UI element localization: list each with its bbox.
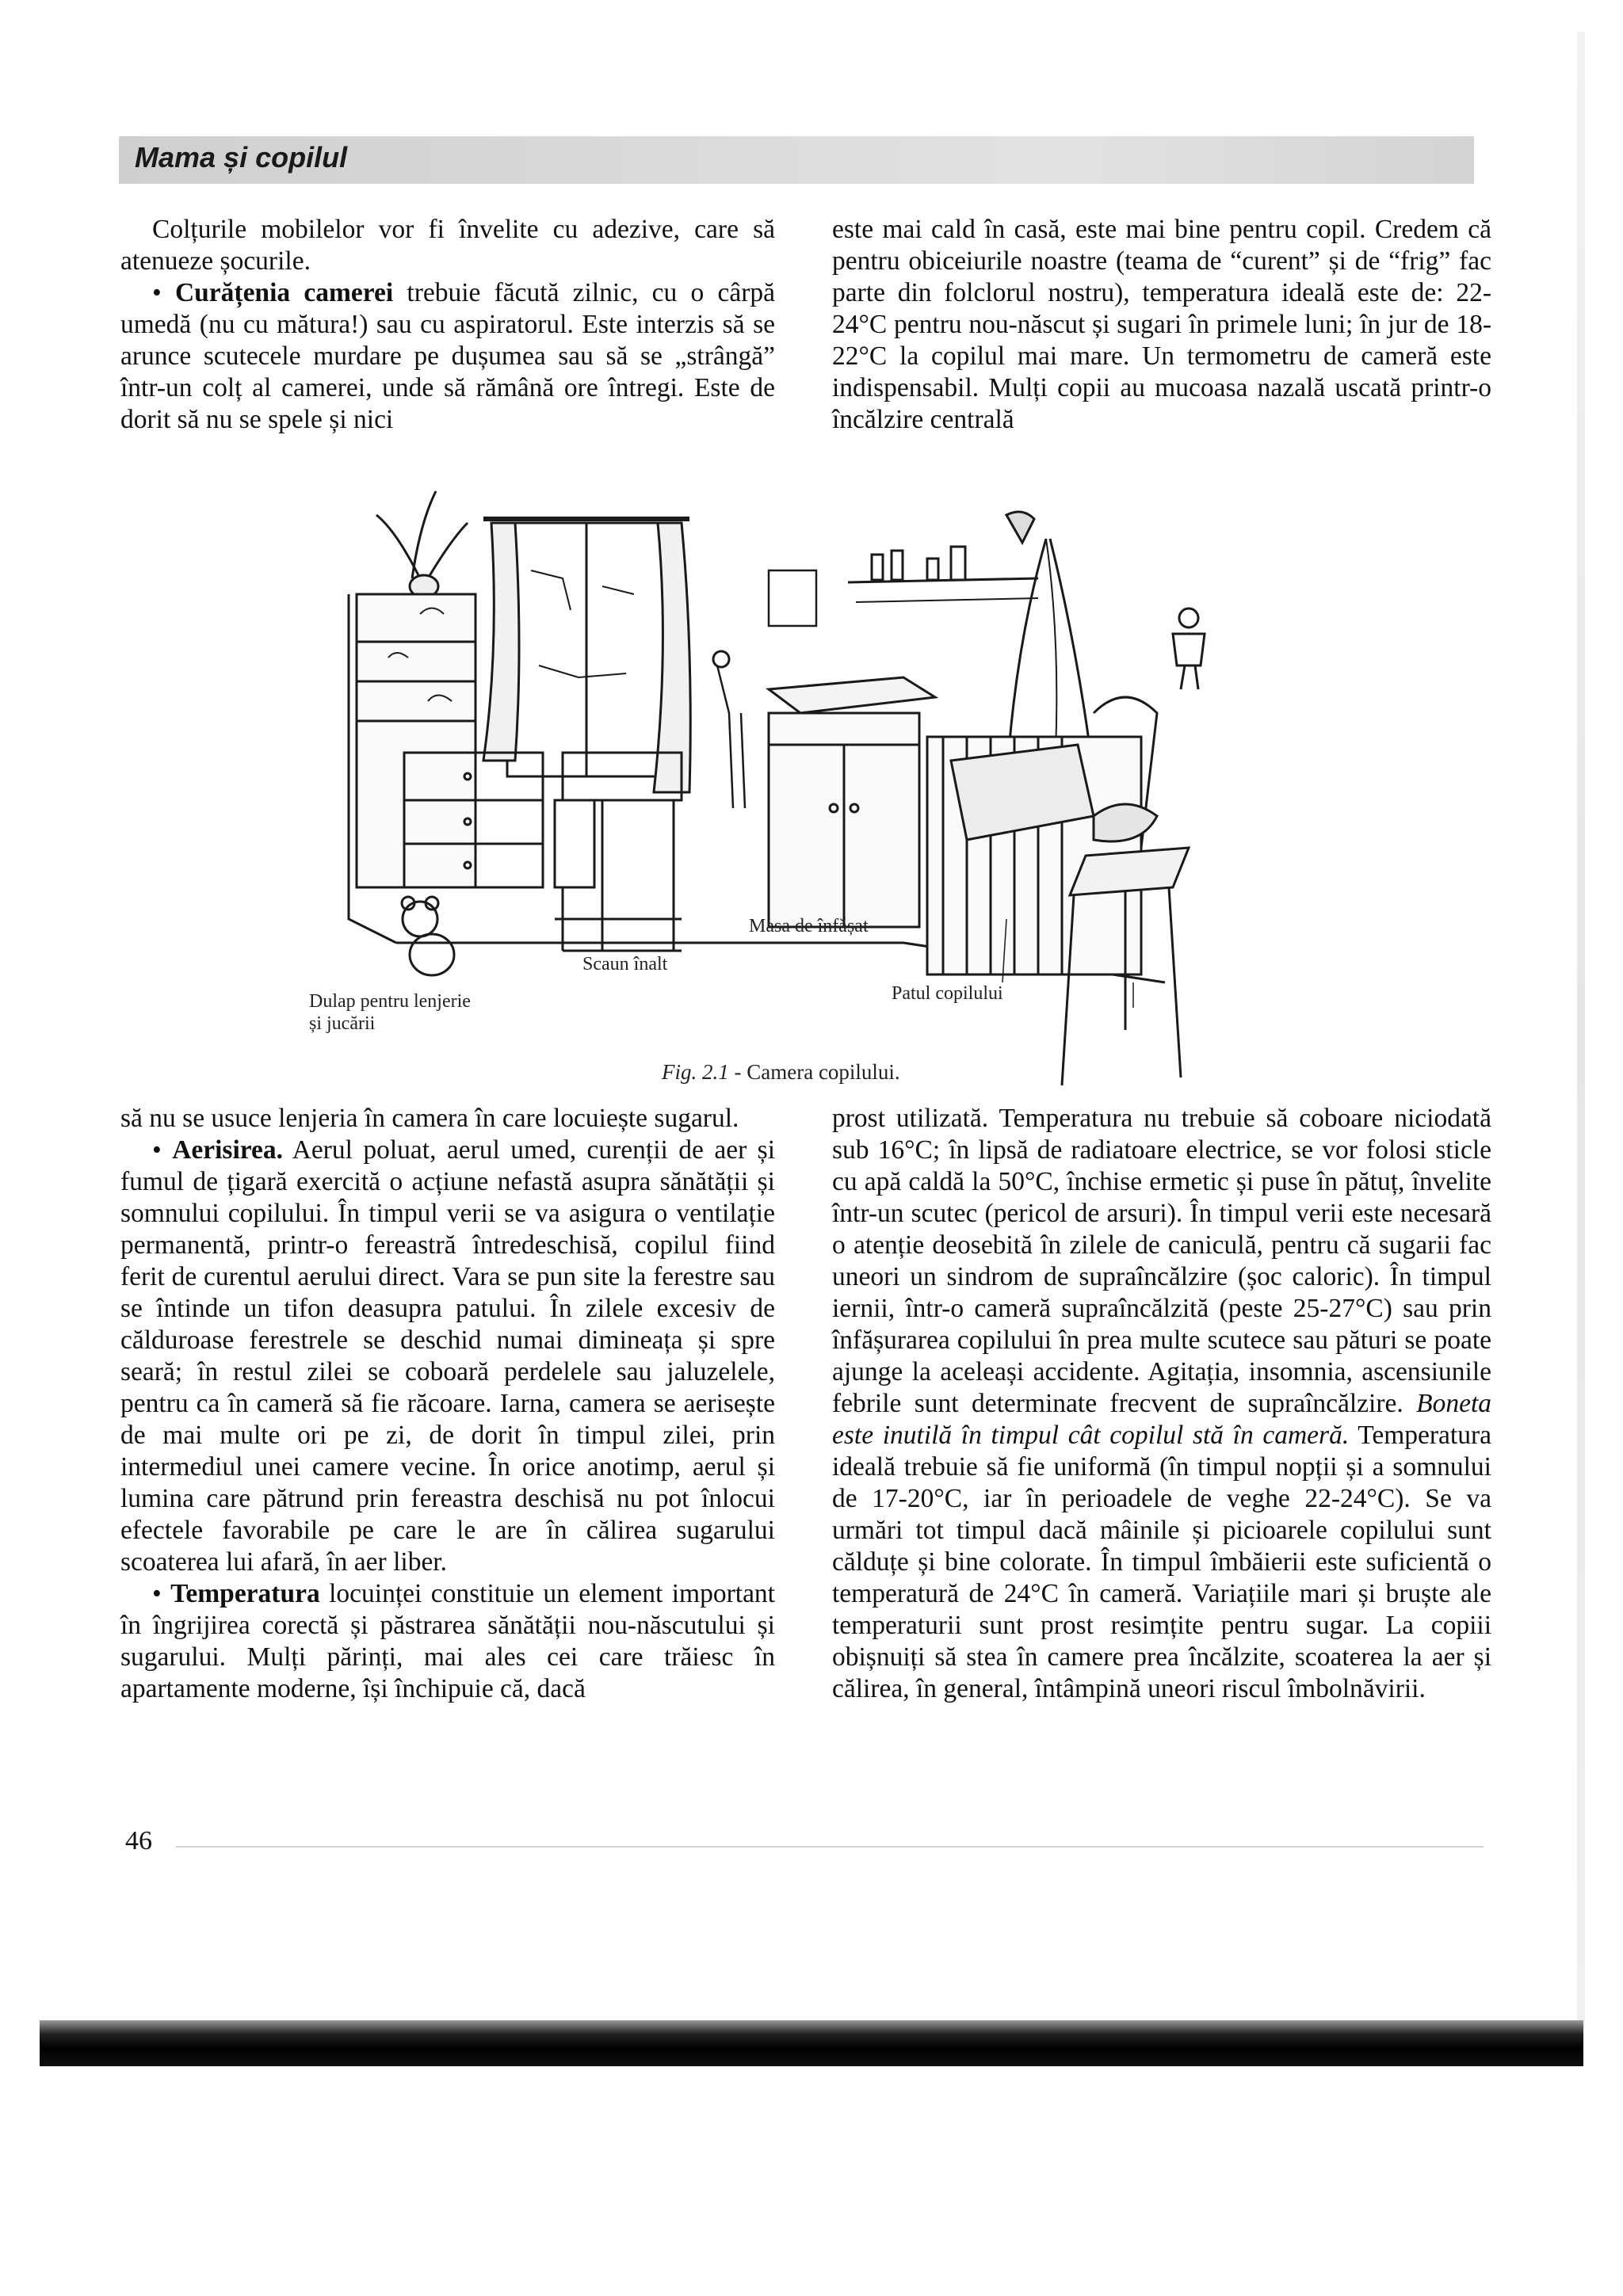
bold-term: Temperatura bbox=[170, 1579, 320, 1608]
column-top-left bbox=[120, 214, 775, 436]
bold-term: Curățenia camerei bbox=[174, 278, 394, 307]
bullet: • bbox=[152, 1135, 162, 1165]
label-dulap: Dulap pentru lenjerie și jucării bbox=[309, 991, 471, 1034]
caption-number: Fig. 2.1 bbox=[662, 1060, 729, 1084]
giraffe-toy-icon bbox=[713, 651, 745, 808]
column-bottom-right bbox=[832, 1103, 1491, 1705]
bullet: • bbox=[152, 1579, 162, 1608]
bullet: • bbox=[152, 278, 162, 307]
scan-border-bar bbox=[40, 2020, 1583, 2066]
plant-icon bbox=[376, 491, 468, 597]
paragraph: este mai cald în casă, este mai bine pentru copil. Credem că pentru obiceiurile noastre (teama de “curent” și de “frig” fac parte din folclorul nostru), temperatura ideală este de: 22-24°C pentru nou-născut și sugari în primele luni; în jur de 18-22°C la copilul mai mare. Un termometru de cameră este indispensabil. Mulți copii au mucoasa nazală uscată printr-o încălzire centrală bbox=[832, 215, 1491, 434]
paragraph-text: Aerul poluat, aerul umed, curenții de aer și fumul de țigară exercită o acțiune nefastă asupra sănătății și somnului copilului. În timpul verii se va asigura o ventilație permanentă, printr-o fereastră întredeschisă, copilul fiind ferit de curentul aerului direct. Vara se pun site la ferestre sau se întinde un tifon deasupra patului. În zilele excesiv de călduroase ferestrele se deschid numai dimineața și spre seară; în restul zilei se coboară perdelele sau jaluzelele, pentru ca în cameră să fie răcoare. Iarna, camera se aerisește de mai multe ori pe zi, de dorit în timpul zilei, prin intermediul unei camere vecine. În orice anotimp, aerul și lumina care pătrund prin fereastra deschisă nu pot înlocui efectele favorabile pe care le are în călirea sugarului scoaterea lui afară, în aer liber. bbox=[120, 1135, 776, 1577]
changing-table-masa-icon bbox=[769, 677, 935, 927]
paragraph-curatenia bbox=[120, 277, 775, 436]
label-masa: Masa de înfășat bbox=[749, 916, 869, 936]
paragraph-text: trebuie făcută zilnic, cu o cârpă umedă (nu cu mătura!) sau cu aspiratorul. Este interzis să se arunce scutecele murdare pe dușumea sau să se „strângă” într-un colț al camerei, unde să rămână ore întregi. Este de dorit să nu se spele și nici bbox=[120, 278, 776, 434]
label-scaun: Scaun înalt bbox=[582, 954, 668, 974]
window-with-curtains-icon bbox=[483, 519, 690, 792]
paragraph-text: locuinței constituie un element important în îngrijirea corectă și păstrarea sănătății nou-născutului și sugarului. Mulți părinți, mai ales cei care trăiesc în apartamente moderne, își închipuie că, dacă bbox=[120, 1579, 775, 1703]
label-patul: Patul copilului bbox=[892, 983, 1003, 1004]
column-bottom-left bbox=[120, 1103, 775, 1705]
paragraph-text: Temperatura ideală trebuie să fie uniformă (în timpul nopții și a somnului de 17-20°C, iar în perioadele de veghe 22-24°C). Se va urmări tot timpul dacă mâinile și picioarele copilului sunt călduțe și bine colorate. În timpul îmbăierii este suficientă o temperatură de 24°C în cameră. Variațiile mari și bruște ale temperaturii sunt prost resimțite pentru sugar. La copiii obișnuiți să stea în camere prea încălzite, scoaterea la aer și călirea, în general, întâmpină uneori riscul îmbolnăvirii. bbox=[832, 1421, 1491, 1703]
hanging-doll-icon bbox=[1173, 608, 1205, 689]
scan-edge-shadow bbox=[1577, 32, 1585, 2028]
caption-text: - Camera copilului. bbox=[728, 1060, 900, 1084]
italic-emphasis: Boneta este inutilă în timpul cât copilul stă în cameră. bbox=[832, 1389, 1491, 1450]
paragraph: Colțurile mobilelor vor fi învelite cu adezive, care să atenueze șocurile. bbox=[120, 215, 775, 276]
paragraph-text: prost utilizată. Temperatura nu trebuie să coboare niciodată sub 16°C; în lipsă de radiatoare electrice, se vor folosi sticle cu apă caldă la 50°C, închise ermetic și puse în pătuț, învelite într-un scutec (pericol de arsuri). În timpul verii este necesară o atenție deosebită în zilele de caniculă, pentru că sugarii fac uneori un sindrom de supraîncălzire (șoc caloric). În timpul iernii, într-o cameră supraîncălzită (peste 25-27°C) sau prin înfășurarea copilului în prea multe scutece sau pături se poate ajunge la aceleași accidente. Agitația, insomnia, ascensiunile febrile sunt determinate frecvent de supraîncălzire. bbox=[832, 1104, 1491, 1418]
column-top-right bbox=[832, 214, 1491, 436]
figure-caption bbox=[662, 1060, 900, 1085]
wall-picture-icon bbox=[769, 570, 816, 626]
figure-camera-copilului bbox=[301, 475, 1331, 1085]
page-number: 46 bbox=[125, 1826, 152, 1855]
footer-rule bbox=[176, 1846, 1484, 1848]
bold-term: Aerisirea. bbox=[172, 1135, 284, 1165]
paragraph bbox=[832, 1103, 1491, 1705]
teddy-bear-icon bbox=[402, 897, 454, 975]
wall-shelf-icon bbox=[848, 512, 1038, 602]
paragraph-temperatura bbox=[120, 1578, 775, 1705]
running-header-title: Mama și copilul bbox=[135, 141, 348, 174]
paragraph-aerisirea bbox=[120, 1135, 775, 1578]
paragraph: să nu se usuce lenjeria în camera în care locuiește sugarul. bbox=[120, 1104, 739, 1133]
